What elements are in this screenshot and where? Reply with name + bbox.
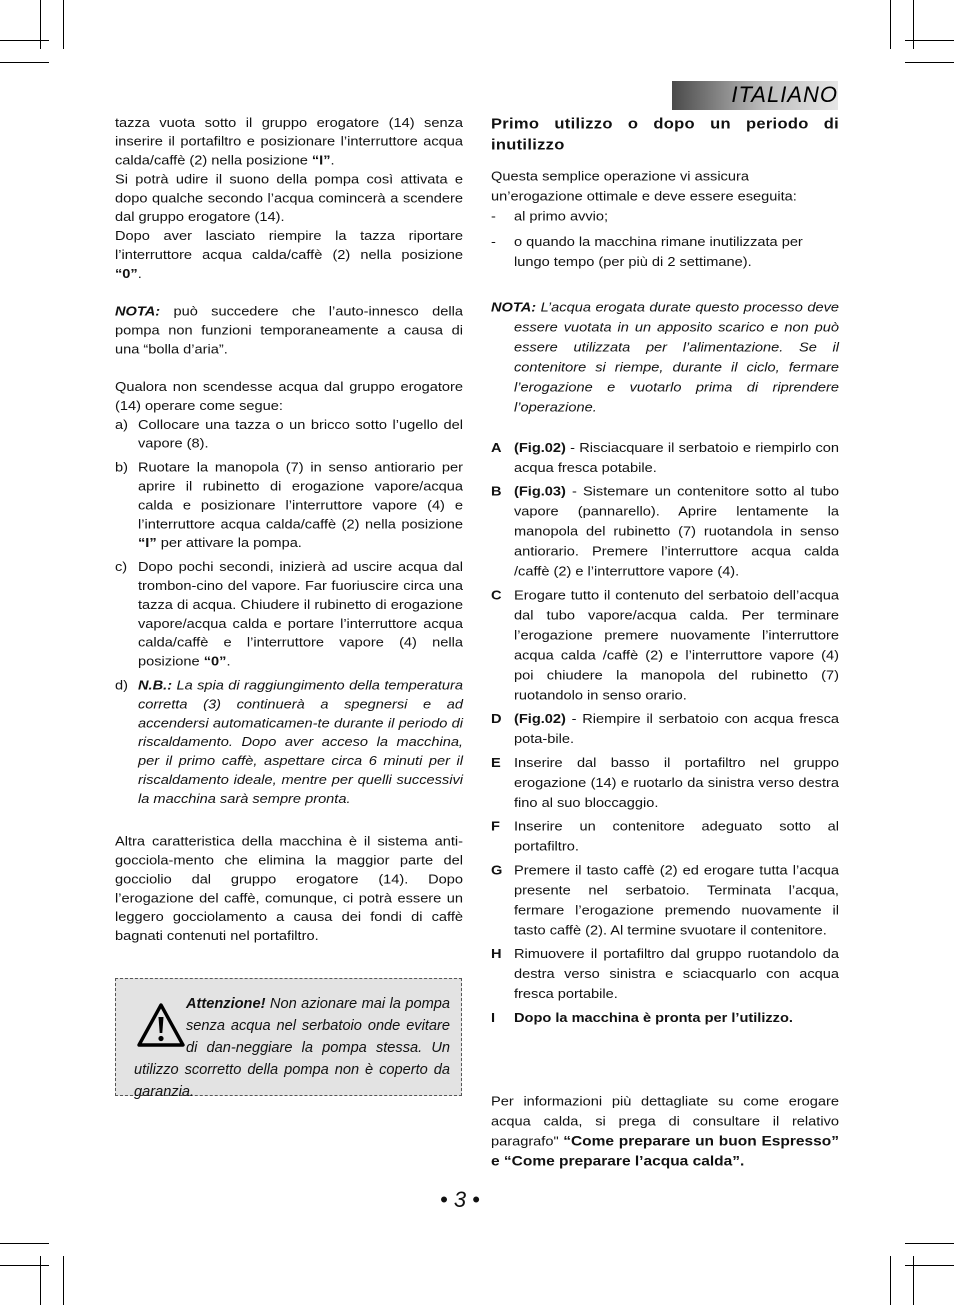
step-text: Inserire dal basso il portafiltro nel gruppo erogazione (14) e ruotarlo da sinistra verso destra fino al suo bloccaggio. [514,755,839,811]
list-item [115,416,463,454]
dash-text: o quando la macchina rimane inutilizzata per lungo tempo (per più di 2 settimane). [514,235,803,270]
list-marker: b) [115,461,128,476]
section-reference: “Come preparare un buon Espresso” e “Come preparare l’acqua calda”. [491,1133,839,1170]
warning-box [115,978,462,1100]
list-item [115,459,463,553]
step-text: - Risciacquare il serbatoio e riempirlo con acqua fresca potabile. [514,440,839,476]
crop-mark [0,1243,49,1244]
nota-text: L’acqua erogata durate questo processo deve essere vuotata in un apposito scarico e non può essere utilizzata per l’alimentazione. Se il contenitore si riempe, durante il ciclo, fermare l’erogazione e vuotarlo prima di riprendere l’operazione. [514,300,839,416]
crop-mark [890,1256,891,1305]
language-label: ITALIANO [731,82,838,107]
crop-mark [905,1243,954,1244]
list-text: Collocare una tazza o un bricco sotto l’ugello del vapore (8). [138,418,463,452]
list-text: La spia di raggiungimento della temperatura corretta (3) continuerà a spegnersi e ad accendersi automaticamen-te durante il periodo di riscaldamento. Dopo aver acceso la macchina, per il primo caffè, aspettare circa 6 minuti per il riscaldamento ideale, mentre per quelli successivi la macchina sarà sempre pronta. [138,679,463,807]
crop-mark [63,0,64,49]
step-text: - Riempire il serbatoio con acqua fresca pota-bile. [514,712,839,747]
step-item [491,709,839,749]
left-column [115,114,463,946]
crop-mark [905,62,954,63]
dash-item [491,207,839,227]
crop-mark [0,1265,49,1266]
warning-label: Attenzione! [186,996,266,1012]
position-label: “I” [138,536,157,551]
dash-text: al primo avvio; [514,209,609,225]
figure-ref: (Fig.02) [514,712,566,727]
right-column [491,114,839,1172]
crop-mark [913,1256,914,1305]
crop-mark [0,62,49,63]
step-item [491,1008,839,1028]
figure-ref: (Fig.03) [514,484,566,500]
text-run: Per informazioni più dettagliate su come erogare acqua calda, si prega di consultare il relativo paragrafo" [491,1094,839,1150]
step-marker: B [491,484,502,500]
nota-paragraph [115,303,463,360]
text-run: tazza vuota sotto il gruppo erogatore (14) senza inserire il portafiltro e posizionare l’interruttore acqua calda/caffè (2) nella posizione [115,116,463,169]
step-text: Dopo la macchina è pronta per l’utilizzo. [514,1010,793,1026]
list-item [115,677,463,809]
crop-mark [40,0,41,49]
list-marker: d) [115,679,128,693]
step-item [491,438,839,478]
text-run: Dopo aver lasciato riempire la tazza riportare l’interruttore acqua calda/caffè (2) nella posizione [115,229,463,263]
step-marker: A [491,440,502,456]
text-run: . [330,154,335,169]
paragraph: Si potrà udire il suono della pompa così attivata e dopo qualche secondo l’acqua comincerà a scendere dal gruppo erogatore (14). [115,173,463,225]
step-text: Inserire un contenitore adeguato sotto al portafiltro. [514,819,839,855]
paragraph: Altra caratteristica della macchina è il sistema anti-gocciola-mento che elimina la maggior parte del gocciolio dal gruppo erogatore (14). Dopo l’erogazione del caffè, comunque, ci potrà essere un leggero gocciolamento a causa dei fondi di caffè bagnati contenuti nel portafiltro. [115,835,463,944]
crop-mark [890,0,891,49]
step-item [491,482,839,582]
position-label: “0” [115,267,138,282]
nota-label: NOTA: [491,300,537,316]
nota-label: NOTA: [115,305,161,319]
paragraph: Questa semplice operazione vi assicura un’erogazione ottimale e deve essere eseguita: [491,169,797,205]
list-marker: a) [115,418,128,433]
crop-mark [40,1256,41,1305]
position-label: “I” [311,154,331,169]
step-text: Erogare tutto il contenuto del serbatoio dell’acqua dal tubo vapore/acqua calda. Per terminare l’erogazione premere nuovamente l’interruttore acqua calda /caffè (2) e l’interruttore vapore (4) poi chiudere la manopola del rubinetto (7) ruotandolo in senso orario. [514,588,839,704]
paragraph: Qualora non scendesse acqua dal gruppo erogatore (14) operare come segue: [115,380,463,414]
step-item [491,817,839,857]
dash-marker: - [491,209,496,225]
crop-mark [913,0,914,49]
warning-text [134,993,450,1103]
paragraph [115,227,463,284]
step-marker: I [491,1010,496,1026]
step-marker: F [491,819,500,835]
nota-text: può succedere che l’auto-innesco della pompa non funzioni temporaneamente a causa di una “bolla d’aria”. [115,305,463,357]
section-heading: Primo utilizzo o dopo un periodo di inutilizzo [491,115,839,154]
list-marker: c) [115,560,128,575]
crop-mark [905,1265,954,1266]
step-marker: E [491,755,501,771]
position-label: “0” [203,655,227,669]
step-item [491,586,839,706]
step-item [491,944,839,1004]
step-item [491,861,839,941]
step-marker: H [491,947,502,962]
crop-mark [63,1256,64,1305]
crop-mark [0,40,49,41]
text-run: . [137,267,142,282]
step-item [491,753,839,813]
dash-item [491,232,839,272]
step-marker: D [491,712,502,727]
list-text: Dopo pochi secondi, inizierà ad uscire acqua dal trombon-cino del vapore. Far fuoriuscire circa una tazza di acqua. Chiudere il rubinetto di erogazione vapore/acqua calda e portare l’interruttore acqua calda/caffè e l’interruttore vapore (4) nella posizione [138,560,463,669]
language-tab [672,81,838,110]
step-text: Rimuovere il portafiltro dal gruppo ruotandolo da destra verso sinistra e sciacquarlo con acqua fresca portabile. [514,947,839,1002]
step-text: Premere il tasto caffè (2) ed erogare tutta l’acqua presente nel serbatoio. Terminata l’acqua, fermare l’erogazione premendo nuovamente il tasto caffè (2). Al termine svuotare il contenitore. [514,863,839,939]
paragraph [115,114,463,171]
nota-paragraph [491,298,839,418]
nb-label: N.B.: [138,679,173,693]
paragraph [491,1092,839,1172]
list-text: Ruotare la manopola (7) in senso antiorario per aprire il rubinetto di erogazione vapore/acqua calda e posizionare l’interruttore vapore (4) e l’interruttore acqua calda/caffè (2) nella posizione [138,461,463,532]
step-text: - Sistemare un contenitore sotto al tubo vapore (pannarello). Aprire lentamente la manopola del rubinetto (7) ruotandola in senso antiorario. Premere l’interruttore acqua calda /caffè (2) e l’interruttore vapore (4). [514,484,839,580]
crop-mark [905,40,954,41]
list-item [115,558,463,671]
step-marker: G [491,863,503,878]
dash-marker: - [491,235,496,250]
list-text: per attivare la pompa. [156,536,302,551]
step-marker: C [491,588,502,603]
figure-ref: (Fig.02) [514,440,566,456]
list-text: . [226,655,231,669]
page-number: • 3 • [440,1187,480,1212]
warning-body: Non azionare mai la pompa senza acqua nel serbatoio onde evitare di dan-neggiare la pompa stessa. Un utilizzo scorretto della pompa non è coperto da garanzia. [134,996,450,1100]
